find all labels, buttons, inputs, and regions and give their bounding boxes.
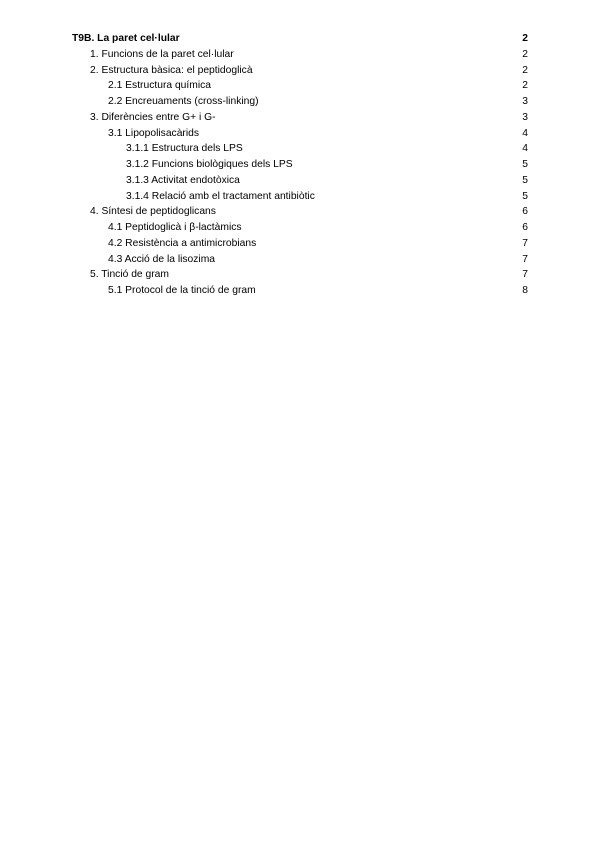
toc-entry-title: 4.1 Peptidoglicà i β-lactàmics [108, 222, 242, 233]
toc-entry-3-1-3[interactable] [72, 173, 528, 189]
toc-entry-page: 6 [522, 222, 528, 233]
toc-entry-4-3[interactable] [72, 252, 528, 268]
toc-entry-page: 8 [522, 285, 528, 296]
toc-entry-5[interactable] [72, 267, 528, 283]
toc-entry-title: 4. Síntesi de peptidoglicans [90, 206, 216, 218]
toc-entry-page: 5 [522, 159, 528, 170]
toc-entry-3-1-1[interactable] [72, 141, 528, 157]
toc-entry-title: 2.1 Estructura química [108, 80, 212, 92]
toc-entry-5-1[interactable] [72, 283, 528, 299]
toc-entry-title: 1. Funcions de la paret cel·lular [90, 48, 234, 60]
toc-entry-2-1[interactable] [72, 78, 528, 94]
toc-entry-title: 3.1.3 Activitat endotòxica [126, 174, 240, 186]
toc-entry-page: 3 [522, 96, 528, 107]
toc-entry-title: 2.2 Encreuaments (cross-linking) [108, 96, 259, 107]
toc-entry-3-1-2[interactable] [72, 157, 528, 173]
toc-entry-title: 3.1.2 Funcions biològiques dels LPS [126, 159, 293, 170]
toc-entry-page: 4 [522, 143, 528, 155]
toc-entry-page: 2 [522, 33, 528, 44]
toc-entry-title: 2. Estructura bàsica: el peptidoglicà [90, 64, 253, 76]
table-of-contents [72, 31, 528, 299]
toc-entry-document-title[interactable] [72, 31, 528, 47]
toc-entry-1[interactable] [72, 47, 528, 63]
toc-entry-4-1[interactable] [72, 220, 528, 236]
toc-entry-3-1-4[interactable] [72, 189, 528, 205]
toc-entry-page: 3 [522, 111, 528, 123]
toc-entry-page: 5 [522, 190, 528, 202]
toc-entry-page: 2 [522, 80, 528, 92]
toc-entry-title: 3.1 Lipopolisacàrids [108, 127, 200, 139]
toc-entry-3[interactable] [72, 110, 528, 126]
toc-entry-title: 5.1 Protocol de la tinció de gram [108, 285, 256, 296]
toc-entry-4[interactable] [72, 204, 528, 220]
toc-entry-title: T9B. La paret cel·lular [72, 33, 180, 44]
toc-entry-page: 2 [522, 48, 528, 60]
toc-entry-page: 2 [522, 64, 528, 76]
toc-entry-title: 3.1.1 Estructura dels LPS [126, 143, 243, 155]
toc-entry-page: 4 [522, 127, 528, 139]
toc-entry-page: 7 [522, 237, 528, 249]
toc-entry-page: 7 [522, 269, 528, 281]
toc-entry-title: 3.1.4 Relació amb el tractament antibiòtic [126, 190, 315, 202]
toc-entry-3-1[interactable] [72, 126, 528, 142]
toc-entry-page: 7 [522, 253, 528, 265]
toc-entry-title: 3. Diferències entre G+ i G- [90, 111, 216, 123]
toc-entry-4-2[interactable] [72, 236, 528, 252]
toc-entry-title: 5. Tinció de gram [90, 269, 169, 281]
toc-entry-title: 4.3 Acció de la lisozima [108, 253, 216, 265]
toc-entry-title: 4.2 Resistència a antimicrobians [108, 237, 257, 249]
toc-entry-2-2[interactable] [72, 94, 528, 110]
toc-entry-page: 6 [522, 206, 528, 218]
toc-entry-page: 5 [522, 174, 528, 186]
toc-entry-2[interactable] [72, 63, 528, 79]
